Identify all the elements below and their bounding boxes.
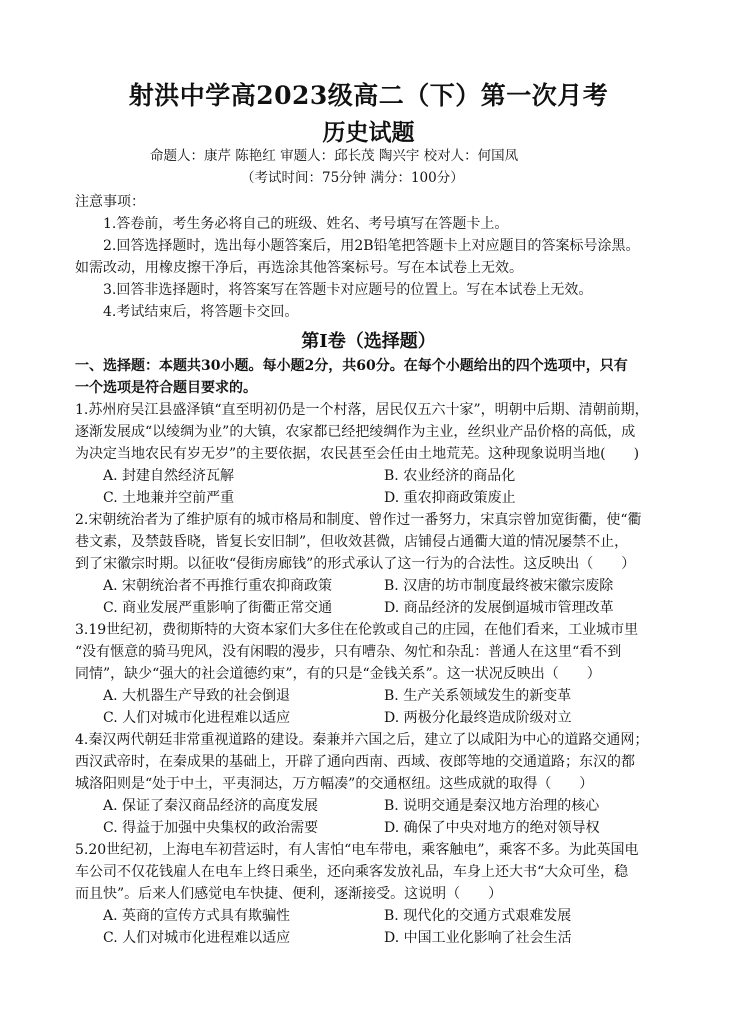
note-item: 如需改动，用橡皮擦干净后，再选涂其他答案标号。写在本试卷上无效。 bbox=[75, 260, 523, 276]
question-5-option-d: D. 中国工业化影响了社会生活 bbox=[384, 930, 572, 946]
time-info: （考试时间：75分钟 满分：100分） bbox=[241, 170, 464, 186]
section-instruction: 一、选择题：本题共30小题。每小题2分，共60分。在每个小题给出的四个选项中，只有 bbox=[75, 358, 628, 374]
question-4-option-d: D. 确保了中央对地方的绝对领导权 bbox=[384, 820, 600, 836]
question-3-option-d: D. 两极分化最终造成阶级对立 bbox=[384, 710, 572, 726]
question-1-option-d: D. 重农抑商政策废止 bbox=[384, 490, 516, 506]
exam-subtitle: 历史试题 bbox=[322, 119, 415, 146]
question-3-option-a: A. 大机器生产导致的社会倒退 bbox=[103, 688, 291, 704]
question-4-text: 西汉武帝时，在秦成果的基础上，开辟了通向西南、西域、夜郎等地的交通道路；东汉的都 bbox=[75, 754, 635, 770]
question-3-option-b: B. 生产关系领域发生的新变革 bbox=[384, 688, 572, 704]
question-3-text: 同情”，缺少“强大的社会道德约束”，有的只是“金钱关系”。这一状况反映出（ ） bbox=[75, 666, 601, 682]
question-1-text: 1.苏州府吴江县盛泽镇“直至明初仍是一个村落，居民仅五六十家”，明朝中后期、清朝前期， bbox=[75, 402, 649, 418]
question-4-option-c: C. 得益于加强中央集权的政治需要 bbox=[103, 820, 319, 836]
question-2-option-a: A. 宋朝统治者不再推行重农抑商政策 bbox=[103, 578, 333, 594]
question-5-option-b: B. 现代化的交通方式艰难发展 bbox=[384, 908, 572, 924]
question-2-option-c: C. 商业发展严重影响了街衢正常交通 bbox=[103, 600, 333, 616]
question-4-text: 4.秦汉两代朝廷非常重视道路的建设。秦兼并六国之后，建立了以咸阳为中心的道路交通网； bbox=[75, 732, 649, 748]
question-5-option-c: C. 人们对城市化进程难以适应 bbox=[103, 930, 291, 946]
question-1-option-c: C. 土地兼并空前严重 bbox=[103, 490, 235, 506]
question-5-text: 而且快”。后来人们感觉电车快捷、便利，逐渐接受。这说明（ ） bbox=[75, 886, 503, 902]
staff-line: 命题人：康芹 陈艳红 审题人：邱长茂 陶兴宇 校对人：何国凤 bbox=[150, 148, 519, 164]
question-3-text: 3.19世纪初，费彻斯特的大资本家们大多住在伦敦或自己的庄园，在他们看来，工业城市里 bbox=[75, 622, 639, 638]
section-instruction: 一个选项是符合题目要求的。 bbox=[75, 380, 257, 396]
question-4-option-a: A. 保证了秦汉商品经济的高度发展 bbox=[103, 798, 319, 814]
question-3-text: “没有惬意的骑马兜风，没有闲暇的漫步，只有嘈杂、匆忙和杂乱：普通人在这里“看不到 bbox=[75, 644, 622, 660]
question-3-option-c: C. 人们对城市化进程难以适应 bbox=[103, 710, 291, 726]
question-2-text: 到了宋徽宗时期。以征收“侵街房廊钱”的形式承认了这一行为的合法性。这反映出（ ） bbox=[75, 556, 636, 572]
question-1-option-b: B. 农业经济的商品化 bbox=[384, 468, 516, 484]
question-1-option-a: A. 封建自然经济瓦解 bbox=[103, 468, 235, 484]
question-5-text: 车公司不仅花钱雇人在电车上终日乘坐，还向乘客发放礼品，车身上还大书“大众可坐，稳 bbox=[75, 864, 629, 880]
question-5-option-a: A. 英商的宣传方式具有欺骗性 bbox=[103, 908, 291, 924]
question-2-text: 2.宋朝统治者为了维护原有的城市格局和制度、曾作过一番努力，宋真宗曾加宽街衢，使“衢 bbox=[75, 512, 642, 528]
question-1-text: 逐渐发展成“以绫绸为业”的大镇，农家都已经把绫绸作为主业，丝织业产品价格的高低，成 bbox=[75, 424, 636, 440]
question-2-option-b: B. 汉唐的坊市制度最终被宋徽宗废除 bbox=[384, 578, 614, 594]
note-item: 4.考试结束后，将答题卡交回。 bbox=[103, 304, 299, 320]
question-5-text: 5.20世纪初，上海电车初营运时，有人害怕“电车带电，乘客触电”，乘客不多。为此英国电 bbox=[75, 842, 639, 858]
note-item: 3.回答非选择题时，将答案写在答题卡对应题号的位置上。写在本试卷上无效。 bbox=[103, 282, 593, 298]
note-item: 1.答卷前，考生务必将自己的班级、姓名、考号填写在答题卡上。 bbox=[103, 216, 509, 232]
question-1-text: 为决定当地农民有岁无岁”的主要依据，农民甚至会任由土地荒芜。这种现象说明当地( ) bbox=[75, 446, 640, 462]
exam-title: 射洪中学高2023级高二（下）第一次月考 bbox=[128, 81, 609, 110]
question-2-text: 巷文素，及禁鼓昏晓，皆复长安旧制”，但收效甚微，店铺侵占通衢大道的情况屡禁不止， bbox=[75, 534, 629, 550]
question-2-option-d: D. 商品经济的发展倒逼城市管理改革 bbox=[384, 600, 614, 616]
section-title: 第Ⅰ卷（选择题） bbox=[301, 331, 436, 352]
question-4-text: 城洛阳则是“处于中土，平夷洞达，万方幅凑”的交通枢纽。这些成就的取得（ ） bbox=[75, 776, 594, 792]
note-item: 2.回答选择题时，选出每小题答案后，用2B铅笔把答题卡上对应题目的答案标号涂黑。 bbox=[103, 238, 640, 254]
question-4-option-b: B. 说明交通是秦汉地方治理的核心 bbox=[384, 798, 600, 814]
notes-heading: 注意事项： bbox=[75, 194, 145, 210]
